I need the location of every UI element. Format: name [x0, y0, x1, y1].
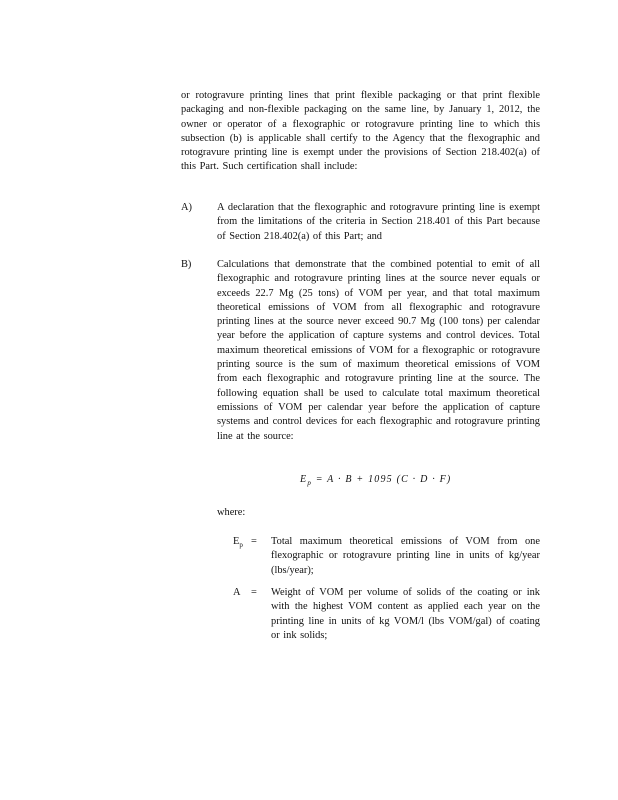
- item-a-label: A): [181, 202, 192, 213]
- equation-lhs-subscript: p: [307, 479, 313, 487]
- emissions-equation: [300, 474, 451, 487]
- intro-paragraph: or rotogravure printing lines that print flexible packaging or that print flexible packaging and non-flexible packaging on the same line, by January 1, 2012, the owner or operator of a flexographic or rotogravure printing line to which this subsection (b) is applicable shall certify to the Agency that the flexographic and rotogravure printing line is exempt under the provisions of Section 218.402(a) of this Part. Such certification shall include:: [181, 90, 540, 173]
- definition-ep-equals: =: [251, 536, 257, 547]
- definition-ep-symbol: E: [233, 536, 240, 547]
- definition-ep-text: Total maximum theoretical emissions of VOM from one flexographic or rotogravure printing line in units of kg/year (lbs/year);: [271, 536, 540, 576]
- definition-a-term: A: [233, 587, 241, 598]
- equation-lhs: E: [300, 474, 308, 485]
- definition-a-equals: =: [251, 587, 257, 598]
- item-a-text: A declaration that the flexographic and rotogravure printing line is exempt from the limitations of the criteria in Section 218.401 of this Part because of Section 218.402(a) of this Part; and: [217, 202, 540, 242]
- definition-ep-term: [233, 535, 243, 552]
- definition-a-text: Weight of VOM per volume of solids of the coating or ink with the highest VOM content as applied each year on the printing line in units of kg VOM/l (lbs VOM/gal) of coating or ink solids;: [271, 587, 540, 641]
- definition-ep-subscript: p: [239, 541, 243, 550]
- equation-rhs: = A · B + 1095 (C · D · F): [315, 474, 452, 485]
- item-b-text: Calculations that demonstrate that the combined potential to emit of all flexographic and rotogravure printing lines at the source never equals or exceeds 22.7 Mg (25 tons) of VOM per year, and that total maximum theoretical emissions of VOM from all flexographic and rotogravure printing lines at the source never exceed 90.7 Mg (100 tons) per calendar year before the application of capture systems and control devices. Total maximum theoretical emissions of VOM for a flexographic or rotogravure printing source is the sum of maximum theoretical emissions of VOM from each flexographic and rotogravure printing line at the source. The following equation shall be used to calculate total maximum theoretical emissions of VOM per calendar year before the application of capture systems and control devices for each flexographic and rotogravure printing line at the source:: [217, 259, 540, 442]
- item-b-label: B): [181, 259, 192, 270]
- where-label: where:: [217, 507, 246, 518]
